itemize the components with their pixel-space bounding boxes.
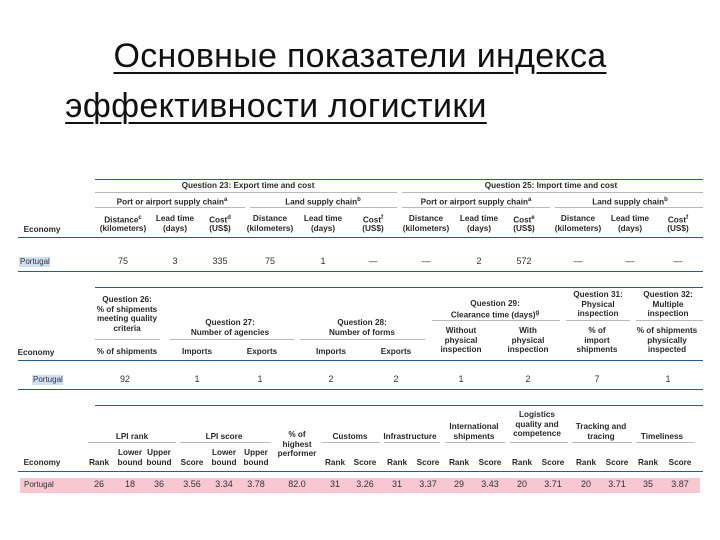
t1-economy-header: Economy (23, 225, 61, 234)
t2-q28-rule (300, 339, 425, 340)
t1-col-3-label-sup: d (227, 215, 231, 221)
t3-group-8-line-1: Tracking and (575, 422, 627, 431)
page-title-line-1: Основные показатели индекса (113, 37, 607, 75)
t3-group-rule-5 (445, 442, 505, 443)
t2-sub-5-line-3: inspection (440, 345, 482, 354)
t3-group-8-line-2: tracing (587, 431, 615, 441)
t1-header-bottom-rule (18, 237, 703, 238)
t3-value-10: 31 (391, 479, 402, 489)
t2-q29-rule (432, 320, 560, 321)
t3-sub-18-line-1: Score (668, 458, 692, 467)
t1-value-9: 572 (516, 256, 532, 266)
t3-group-rule-6 (510, 442, 568, 443)
t2-sub-8-line-1: % of shipments (636, 326, 698, 335)
t3-sub-1-line-1: Rank (88, 458, 110, 467)
t3-group-7-line-2: quality and (515, 419, 559, 429)
t3-group-2-line-1: LPI score (205, 432, 243, 441)
t1-col-1-label-sup: c (138, 215, 142, 221)
t3-sub-3-line-1: Upper (147, 448, 171, 457)
t2-sub-5-line-1: Without (445, 326, 477, 335)
t1-col-6-label-sup: f (381, 215, 384, 221)
t1-value-7: — (421, 256, 431, 266)
t3-value-7: 82.0 (288, 479, 306, 489)
t3-value-8: 31 (329, 479, 340, 489)
t2-sub-8-line-2: physically (647, 335, 687, 345)
t3-group-6-line-1: International (449, 422, 499, 431)
t2-q29-header-line-2 (435, 309, 555, 320)
t1-col-6-unit: (US$) (362, 224, 384, 233)
t2-q27-header-line-2: Number of agencies (190, 327, 270, 337)
t3-sub-6-line-1: Upper (244, 448, 268, 457)
t1-value-8: 2 (476, 256, 482, 266)
t3-value-14: 20 (516, 479, 527, 489)
t3-group-5-line-1: Infrastructure (383, 432, 437, 441)
t2-q31-header-line-3: inspection (577, 309, 619, 318)
t1-col-8-unit: (days) (466, 224, 492, 233)
t1-col-9-unit: (US$) (513, 224, 535, 233)
t2-sub-6-line-2: physical (511, 335, 545, 345)
t3-group-rule-1 (88, 442, 176, 443)
t3-value-11: 3.37 (419, 479, 437, 489)
t1-land-header-right-text: Land supply chain (592, 197, 665, 207)
t3-sub-10-line-1: Score (416, 458, 440, 467)
t1-col-7-unit: (kilometers) (402, 224, 450, 233)
t1-col-9-label-sup: e (531, 215, 535, 221)
t1-value-2: 3 (172, 256, 178, 266)
t3-value-18: 35 (642, 479, 653, 489)
t1-country: Portugal (20, 257, 50, 266)
t1-col-10-unit: (kilometers) (554, 224, 602, 233)
t2-country: Portugal (33, 375, 63, 384)
t2-q27-rule (170, 339, 294, 340)
t3-value-2: 18 (124, 479, 135, 489)
t1-col-9-label-text: Cost (513, 215, 532, 225)
t1-bottom-rule (18, 271, 703, 272)
t1-value-3: 335 (212, 256, 228, 266)
t1-col-1-unit: (kilometers) (99, 224, 147, 233)
t1-value-12: — (673, 256, 683, 266)
t1-q25-header: Question 25: Import time and cost (484, 181, 618, 190)
t1-port-header-left (102, 196, 242, 207)
t3-value-1: 26 (93, 479, 104, 489)
t3-group-rule-7 (572, 442, 632, 443)
t2-sub-1: Imports (181, 347, 213, 356)
t2-top-rule (95, 287, 703, 288)
t3-value-13: 3.43 (481, 479, 499, 489)
t3-sub-15-line-1: Rank (575, 458, 597, 467)
t2-q32-rule (636, 320, 703, 321)
t3-sub-3-line-2: bound (146, 457, 172, 467)
t2-sub-7-line-1: % of (588, 326, 606, 335)
t2-q32-header-line-2: Multiple (652, 299, 684, 309)
t2-sub-7-line-3: shipments (576, 345, 618, 354)
t3-group-9-line-1: Timeliness (640, 432, 684, 441)
t1-port-header-left-sup: a (224, 197, 228, 203)
t3-sub-16-line-1: Score (605, 458, 629, 467)
t2-sub-8-line-3: inspected (647, 345, 687, 354)
t3-value-6: 3.78 (247, 479, 265, 489)
t1-value-1: 75 (117, 256, 128, 266)
t1-port-header-right-text: Port or airport supply chain (420, 197, 529, 207)
t3-sub-4-line-1: Score (180, 458, 204, 467)
t2-q32-header-line-3: inspection (647, 309, 689, 318)
t2-sub-7-line-2: import (584, 335, 610, 345)
t1-land-header-left-sup: b (357, 197, 361, 203)
t3-sub-17-line-1: Rank (637, 458, 659, 467)
t3-sub-7-line-1: Rank (324, 458, 346, 467)
t1-q25-rule (402, 192, 703, 193)
t1-value-10: — (573, 256, 583, 266)
t1-col-4-unit: (kilometers) (246, 224, 294, 233)
t3-group-rule-2 (180, 442, 270, 443)
t3-value-4: 3.56 (183, 479, 201, 489)
t3-sub-5-line-1: Lower (211, 448, 237, 457)
t2-sub-2: Exports (246, 347, 278, 356)
t1-value-4: 75 (264, 256, 275, 266)
t3-value-12: 29 (453, 479, 464, 489)
t3-group-6-line-2: shipments (453, 431, 495, 441)
t1-col-11-label-text: Lead time (610, 214, 650, 223)
t2-q28-header-line-1: Question 28: (337, 318, 387, 327)
t1-col-6-label-text: Cost (362, 215, 382, 225)
t3-group-rule-3 (322, 442, 380, 443)
t1-value-11: — (625, 256, 635, 266)
t2-q26-header-line-4: criteria (113, 323, 141, 333)
t1-sub-rule-4 (555, 207, 703, 208)
t1-col-2-unit: (days) (162, 224, 188, 233)
t3-group-7-line-3: competence (513, 429, 561, 438)
t2-bottom-rule (18, 389, 703, 390)
t3-sub-13-line-1: Rank (511, 458, 533, 467)
t1-port-header-right-sup: a (528, 197, 532, 203)
t2-value-4: 2 (328, 374, 334, 384)
t2-value-6: 1 (458, 374, 464, 384)
t3-economy-header: Economy (23, 458, 61, 467)
t1-land-header-left-text: Land supply chain (285, 197, 358, 207)
t1-col-8-label-text: Lead time (459, 214, 499, 223)
page-title-line-2: эффективности логистики (65, 87, 487, 125)
t2-value-3: 1 (257, 374, 263, 384)
t1-land-header-left (253, 196, 393, 207)
t2-q26-header-line-1: Question 26: (102, 295, 152, 304)
t1-value-5: 1 (320, 256, 326, 266)
t3-group-1-line-1: LPI rank (115, 432, 149, 441)
t2-value-9: 1 (665, 374, 671, 384)
t1-col-10-label-text: Distance (560, 214, 596, 223)
t2-q29-header-line-1: Question 29: (470, 299, 520, 308)
t3-value-15: 3.71 (544, 479, 562, 489)
t3-sub-8-line-1: Score (353, 458, 377, 467)
t1-col-4-label-text: Distance (252, 214, 288, 223)
t1-value-6: — (368, 256, 378, 266)
t3-value-9: 3.26 (356, 479, 374, 489)
t1-col-3-label-text: Cost (209, 215, 228, 225)
t2-q32-header-line-1: Question 32: (643, 290, 693, 299)
t1-sub-rule-2 (250, 207, 397, 208)
t2-value-7: 2 (525, 374, 531, 384)
t3-value-5: 3.34 (215, 479, 233, 489)
t1-sub-rule-3 (402, 207, 550, 208)
t3-value-17: 3.71 (608, 479, 626, 489)
t1-col-12-label-text: Cost (667, 215, 687, 225)
t2-q27-header-line-1: Question 27: (205, 318, 255, 327)
t1-land-header-right (560, 196, 700, 207)
t2-value-2: 1 (194, 374, 200, 384)
t1-land-header-right-sup: b (664, 197, 668, 203)
t3-top-rule (95, 405, 703, 406)
t1-col-2-label-text: Lead time (155, 214, 195, 223)
t2-economy-header: Economy (17, 348, 55, 357)
t2-sub-5-line-2: physical (444, 335, 478, 345)
t3-group-3-line-1: % of (288, 430, 306, 439)
t3-group-3-line-2: highest (282, 439, 312, 449)
t3-group-4-line-1: Customs (332, 432, 368, 441)
t3-sub-14-line-1: Score (541, 458, 565, 467)
t3-header-bottom-rule (18, 471, 703, 472)
t1-port-header-left-text: Port or airport supply chain (116, 197, 225, 207)
t2-sub-6-line-3: inspection (507, 345, 549, 354)
t3-value-16: 20 (580, 479, 591, 489)
t2-q29-header-line-2-sup: g (535, 310, 540, 316)
t1-col-12-unit: (US$) (667, 224, 689, 233)
t2-q26-rule (95, 339, 160, 340)
t2-q28-header-line-2: Number of forms (329, 327, 395, 337)
t2-q31-rule (566, 320, 630, 321)
t2-header-bottom-rule (18, 360, 703, 361)
t1-q23-header: Question 23: Export time and cost (181, 181, 315, 190)
t2-q26-sub: % of shipments (96, 347, 158, 356)
t2-sub-6-line-1: With (519, 326, 537, 335)
t3-group-7-line-1: Logistics (519, 410, 555, 419)
t3-sub-2-line-2: bound (117, 457, 143, 467)
t1-col-3-unit: (US$) (209, 224, 231, 233)
t1-col-5-unit: (days) (310, 224, 336, 233)
t1-top-rule (95, 179, 703, 180)
t2-value-1: 92 (119, 374, 130, 384)
t3-group-rule-8 (636, 442, 694, 443)
t2-q26-header-line-3: meeting quality (96, 314, 158, 323)
t3-sub-9-line-1: Rank (386, 458, 408, 467)
t2-q29-header-line-2-text: Clearance time (days) (450, 310, 536, 320)
t1-sub-rule-1 (95, 207, 245, 208)
t2-value-5: 2 (393, 374, 399, 384)
t1-port-header-right (406, 196, 546, 207)
t3-group-3-line-3: performer (277, 449, 317, 458)
t3-group-rule-4 (384, 442, 440, 443)
t3-country: Portugal (24, 480, 54, 489)
t3-value-19: 3.87 (671, 479, 689, 489)
t1-col-12-label-sup: f (686, 215, 689, 221)
t2-q31-header-line-1: Question 31: (573, 290, 623, 299)
t3-sub-12-line-1: Score (478, 458, 502, 467)
t2-sub-3: Imports (315, 347, 347, 356)
t2-sub-4: Exports (380, 347, 412, 356)
t2-value-8: 7 (594, 374, 600, 384)
t2-q31-header-line-2: Physical (581, 299, 615, 309)
t1-col-1-label-text: Distance (104, 215, 139, 225)
t3-sub-11-line-1: Rank (448, 458, 470, 467)
t3-sub-6-line-2: bound (243, 457, 269, 467)
t3-value-3: 36 (153, 479, 164, 489)
t1-col-11-unit: (days) (617, 224, 643, 233)
t1-col-5-label-text: Lead time (303, 214, 343, 223)
t2-q26-header-line-2: % of shipments (96, 304, 158, 314)
t1-q23-rule (95, 192, 397, 193)
t1-col-7-label-text: Distance (408, 214, 444, 223)
t3-sub-2-line-1: Lower (117, 448, 143, 457)
t3-sub-5-line-2: bound (211, 457, 237, 467)
